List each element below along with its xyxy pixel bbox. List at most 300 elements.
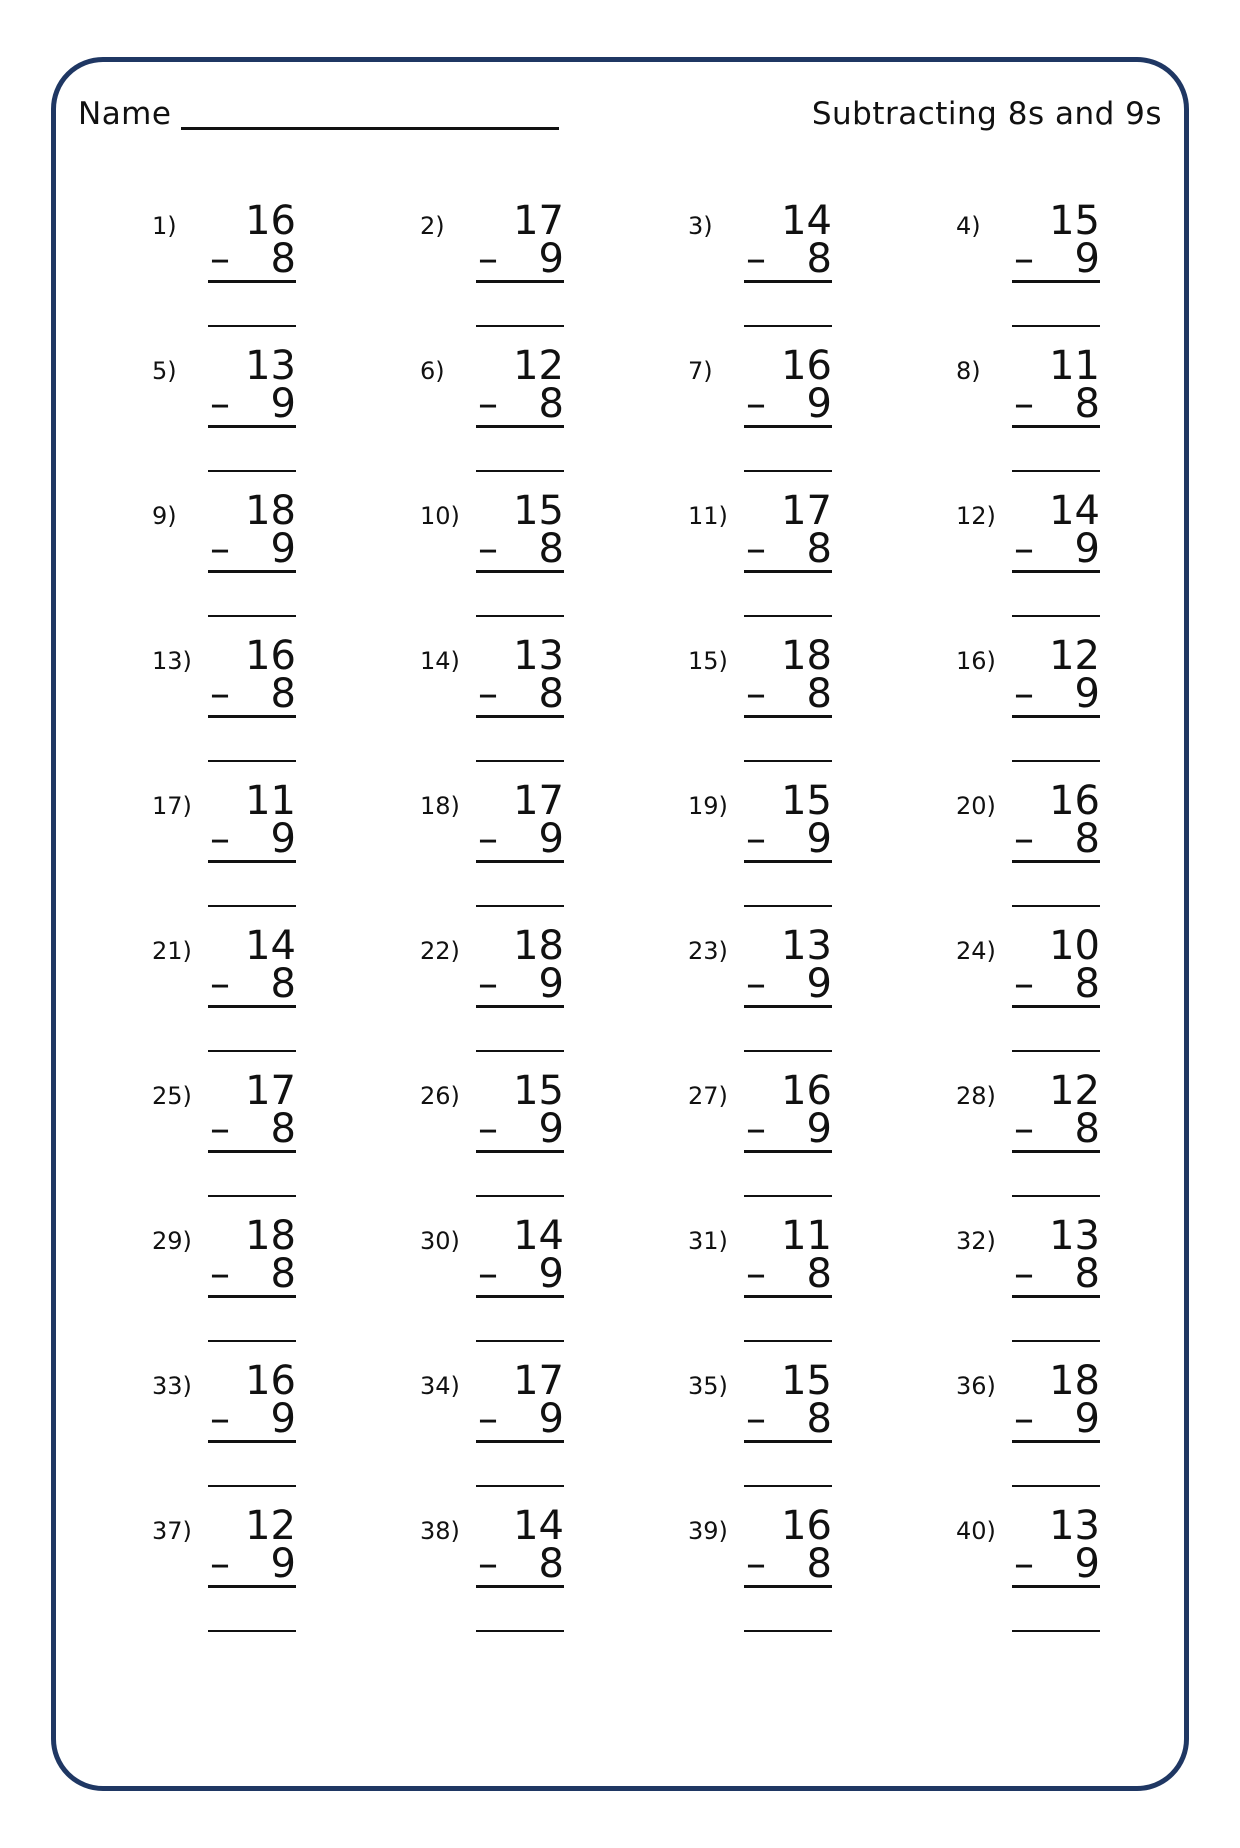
problem-stack [744,1503,832,1632]
subtrahend: 8 [1074,816,1100,862]
minuend: 17 [513,1358,564,1404]
subtrahend-row [1012,1106,1100,1153]
answer-line[interactable] [1012,1050,1100,1052]
subtrahend-row [744,526,832,573]
answer-line[interactable] [1012,760,1100,762]
subtrahend: 9 [270,381,296,427]
answer-line[interactable] [744,1485,832,1487]
name-field [78,96,559,132]
problem-39 [688,1503,956,1652]
subtrahend-row [476,1251,564,1298]
problem-stack [208,488,296,617]
problem-number: 8) [956,357,981,385]
subtrahend-row [744,236,832,283]
problem-12 [956,488,1224,637]
problem-number: 21) [152,937,192,965]
name-label: Name [78,96,172,132]
subtrahend-row [744,816,832,863]
problem-number: 37) [152,1517,192,1545]
subtrahend-row [744,1251,832,1298]
problem-stack [744,923,832,1052]
minus-sign: – [210,1541,230,1587]
subtrahend-row [476,671,564,718]
problem-number: 17) [152,792,192,820]
problem-number: 22) [420,937,460,965]
subtrahend: 8 [538,381,564,427]
minuend: 15 [781,778,832,824]
subtrahend-row [1012,671,1100,718]
subtrahend: 9 [1074,671,1100,717]
worksheet-border [51,57,1189,1791]
answer-line[interactable] [476,470,564,472]
problem-36 [956,1358,1224,1507]
problem-28 [956,1068,1224,1217]
problem-stack [744,198,832,327]
subtrahend: 8 [270,236,296,282]
minuend: 12 [1049,1068,1100,1114]
problem-stack [744,633,832,762]
answer-line[interactable] [744,470,832,472]
minus-sign: – [478,1396,498,1442]
subtrahend: 8 [270,671,296,717]
problem-stack [744,488,832,617]
minus-sign: – [1014,961,1034,1007]
minus-sign: – [746,816,766,862]
problem-stack [476,633,564,762]
answer-line[interactable] [744,1630,832,1632]
subtrahend-row [208,381,296,428]
subtrahend: 9 [1074,1396,1100,1442]
problem-27 [688,1068,956,1217]
minus-sign: – [1014,1251,1034,1297]
minus-sign: – [478,1106,498,1152]
answer-line[interactable] [208,470,296,472]
problem-stack [476,198,564,327]
problem-number: 38) [420,1517,460,1545]
subtrahend-row [1012,526,1100,573]
problem-number: 20) [956,792,996,820]
answer-line[interactable] [208,1195,296,1197]
answer-line[interactable] [744,325,832,327]
answer-line[interactable] [476,615,564,617]
problem-number: 33) [152,1372,192,1400]
minuend: 18 [1049,1358,1100,1404]
subtrahend-row [1012,1251,1100,1298]
subtrahend-row [476,526,564,573]
problem-stack [476,778,564,907]
minuend: 14 [245,923,296,969]
minuend: 13 [245,343,296,389]
subtrahend: 8 [538,1541,564,1587]
problem-1 [152,198,420,347]
problem-number: 15) [688,647,728,675]
answer-line[interactable] [208,1340,296,1342]
answer-line[interactable] [1012,1195,1100,1197]
subtrahend-row [744,1541,832,1588]
problem-number: 23) [688,937,728,965]
subtrahend-row [208,1106,296,1153]
minus-sign: – [1014,816,1034,862]
answer-line[interactable] [1012,325,1100,327]
answer-line[interactable] [744,1195,832,1197]
minuend: 17 [781,488,832,534]
minuend: 16 [781,343,832,389]
answer-line[interactable] [744,905,832,907]
problem-stack [744,1068,832,1197]
minus-sign: – [210,1251,230,1297]
problem-stack [208,923,296,1052]
problem-2 [420,198,688,347]
minuend: 18 [513,923,564,969]
minus-sign: – [746,1106,766,1152]
subtrahend-row [208,1396,296,1443]
minuend: 14 [1049,488,1100,534]
answer-line[interactable] [476,1340,564,1342]
problem-3 [688,198,956,347]
answer-line[interactable] [1012,1340,1100,1342]
subtrahend: 9 [538,961,564,1007]
problem-stack [744,343,832,472]
minus-sign: – [746,381,766,427]
problem-number: 12) [956,502,996,530]
subtrahend-row [208,961,296,1008]
problem-number: 2) [420,212,445,240]
problem-stack [208,1358,296,1487]
problem-stack [744,778,832,907]
problem-number: 24) [956,937,996,965]
answer-line[interactable] [476,905,564,907]
minuend: 16 [245,633,296,679]
minuend: 13 [1049,1503,1100,1549]
minuend: 18 [245,1213,296,1259]
answer-line[interactable] [744,615,832,617]
minuend: 17 [513,198,564,244]
problem-stack [476,488,564,617]
problem-number: 30) [420,1227,460,1255]
problem-number: 3) [688,212,713,240]
subtrahend: 8 [806,236,832,282]
problem-13 [152,633,420,782]
problem-number: 40) [956,1517,996,1545]
subtrahend: 9 [1074,236,1100,282]
minus-sign: – [210,236,230,282]
problem-number: 26) [420,1082,460,1110]
minus-sign: – [746,1541,766,1587]
minuend: 12 [513,343,564,389]
answer-line[interactable] [208,905,296,907]
minus-sign: – [746,526,766,572]
minus-sign: – [1014,236,1034,282]
answer-line[interactable] [1012,1630,1100,1632]
subtrahend-row [1012,816,1100,863]
subtrahend: 9 [806,381,832,427]
subtrahend: 9 [270,816,296,862]
subtrahend: 8 [538,526,564,572]
answer-line[interactable] [208,1630,296,1632]
problem-stack [208,1213,296,1342]
minuend: 11 [245,778,296,824]
problem-23 [688,923,956,1072]
problem-stack [476,1358,564,1487]
minus-sign: – [210,526,230,572]
problem-stack [1012,198,1100,327]
subtrahend-row [208,671,296,718]
minus-sign: – [1014,526,1034,572]
problem-15 [688,633,956,782]
problem-number: 29) [152,1227,192,1255]
problem-number: 18) [420,792,460,820]
problem-number: 25) [152,1082,192,1110]
minus-sign: – [478,961,498,1007]
problem-stack [1012,633,1100,762]
minus-sign: – [746,1251,766,1297]
minuend: 17 [245,1068,296,1114]
answer-line[interactable] [476,1195,564,1197]
problem-number: 9) [152,502,177,530]
problem-22 [420,923,688,1072]
problem-30 [420,1213,688,1362]
minuend: 16 [245,1358,296,1404]
subtrahend: 9 [270,526,296,572]
minuend: 11 [781,1213,832,1259]
minuend: 14 [513,1213,564,1259]
problem-grid [152,198,1152,1652]
subtrahend: 9 [270,1541,296,1587]
problem-21 [152,923,420,1072]
subtrahend: 8 [538,671,564,717]
problem-16 [956,633,1224,782]
minuend: 14 [781,198,832,244]
problem-stack [476,1068,564,1197]
problem-stack [208,343,296,472]
answer-line[interactable] [208,760,296,762]
subtrahend-row [1012,1541,1100,1588]
subtrahend: 9 [538,236,564,282]
minus-sign: – [210,671,230,717]
minuend: 17 [513,778,564,824]
problem-40 [956,1503,1224,1652]
minus-sign: – [1014,1541,1034,1587]
problem-19 [688,778,956,927]
subtrahend-row [476,1541,564,1588]
problem-24 [956,923,1224,1072]
problem-stack [1012,1358,1100,1487]
subtrahend-row [208,1251,296,1298]
problem-8 [956,343,1224,492]
problem-stack [1012,1213,1100,1342]
problem-number: 4) [956,212,981,240]
minus-sign: – [478,1251,498,1297]
subtrahend: 9 [1074,526,1100,572]
minuend: 15 [781,1358,832,1404]
subtrahend: 8 [806,526,832,572]
problem-number: 19) [688,792,728,820]
problem-29 [152,1213,420,1362]
problem-stack [744,1358,832,1487]
worksheet-title: Subtracting 8s and 9s [811,96,1162,132]
answer-line[interactable] [476,325,564,327]
problem-14 [420,633,688,782]
problem-37 [152,1503,420,1652]
subtrahend-row [744,381,832,428]
minus-sign: – [746,961,766,1007]
minuend: 15 [513,1068,564,1114]
problem-5 [152,343,420,492]
problem-33 [152,1358,420,1507]
minuend: 16 [245,198,296,244]
problem-stack [1012,488,1100,617]
minus-sign: – [478,1541,498,1587]
subtrahend-row [208,816,296,863]
answer-line[interactable] [744,760,832,762]
answer-line[interactable] [1012,1485,1100,1487]
subtrahend: 9 [270,1396,296,1442]
subtrahend-row [744,1396,832,1443]
minus-sign: – [746,1396,766,1442]
problem-stack [1012,1503,1100,1632]
problem-6 [420,343,688,492]
minuend: 12 [1049,633,1100,679]
problem-35 [688,1358,956,1507]
minuend: 12 [245,1503,296,1549]
name-blank-line[interactable] [181,127,559,130]
subtrahend-row [744,1106,832,1153]
minus-sign: – [1014,1106,1034,1152]
problem-20 [956,778,1224,927]
minuend: 18 [245,488,296,534]
problem-stack [1012,923,1100,1052]
answer-line[interactable] [744,1050,832,1052]
problem-number: 14) [420,647,460,675]
subtrahend: 8 [806,1541,832,1587]
problem-stack [1012,343,1100,472]
subtrahend-row [476,816,564,863]
problem-stack [208,778,296,907]
subtrahend-row [476,961,564,1008]
subtrahend: 9 [538,1396,564,1442]
answer-line[interactable] [476,1485,564,1487]
problem-number: 10) [420,502,460,530]
minus-sign: – [1014,1396,1034,1442]
minus-sign: – [1014,671,1034,717]
subtrahend: 9 [538,816,564,862]
subtrahend-row [744,961,832,1008]
answer-line[interactable] [476,760,564,762]
subtrahend-row [208,236,296,283]
answer-line[interactable] [208,325,296,327]
minus-sign: – [210,1106,230,1152]
answer-line[interactable] [476,1050,564,1052]
subtrahend-row [1012,961,1100,1008]
subtrahend-row [208,526,296,573]
subtrahend-row [1012,1396,1100,1443]
minus-sign: – [478,236,498,282]
answer-line[interactable] [1012,905,1100,907]
minus-sign: – [210,816,230,862]
minus-sign: – [210,381,230,427]
minuend: 11 [1049,343,1100,389]
problem-number: 1) [152,212,177,240]
problem-stack [208,633,296,762]
subtrahend: 9 [806,961,832,1007]
problem-number: 34) [420,1372,460,1400]
subtrahend: 9 [538,1251,564,1297]
problem-18 [420,778,688,927]
problem-stack [476,1503,564,1632]
minus-sign: – [1014,381,1034,427]
problem-number: 35) [688,1372,728,1400]
subtrahend: 9 [806,1106,832,1152]
problem-number: 31) [688,1227,728,1255]
minuend: 18 [781,633,832,679]
problem-stack [1012,1068,1100,1197]
answer-line[interactable] [208,615,296,617]
problem-number: 39) [688,1517,728,1545]
subtrahend-row [476,236,564,283]
problem-17 [152,778,420,927]
problem-4 [956,198,1224,347]
subtrahend-row [476,1106,564,1153]
answer-line[interactable] [476,1630,564,1632]
problem-number: 27) [688,1082,728,1110]
minuend: 16 [1049,778,1100,824]
problem-stack [744,1213,832,1342]
subtrahend: 8 [806,1396,832,1442]
minus-sign: – [210,961,230,1007]
subtrahend: 8 [1074,961,1100,1007]
subtrahend: 8 [1074,381,1100,427]
subtrahend-row [744,671,832,718]
problem-number: 11) [688,502,728,530]
subtrahend: 8 [1074,1251,1100,1297]
problem-stack [476,923,564,1052]
minus-sign: – [210,1396,230,1442]
answer-line[interactable] [1012,615,1100,617]
problem-number: 13) [152,647,192,675]
subtrahend-row [476,1396,564,1443]
problem-25 [152,1068,420,1217]
answer-line[interactable] [208,1485,296,1487]
subtrahend: 8 [270,1106,296,1152]
minuend: 15 [1049,198,1100,244]
problem-stack [208,1503,296,1632]
subtrahend: 8 [806,671,832,717]
problem-stack [476,343,564,472]
subtrahend: 8 [270,961,296,1007]
problem-7 [688,343,956,492]
minuend: 10 [1049,923,1100,969]
minus-sign: – [746,236,766,282]
problem-11 [688,488,956,637]
minus-sign: – [478,526,498,572]
subtrahend: 8 [806,1251,832,1297]
minuend: 13 [781,923,832,969]
subtrahend: 9 [1074,1541,1100,1587]
answer-line[interactable] [208,1050,296,1052]
problem-31 [688,1213,956,1362]
problem-26 [420,1068,688,1217]
problem-number: 6) [420,357,445,385]
problem-34 [420,1358,688,1507]
subtrahend-row [1012,381,1100,428]
minus-sign: – [746,671,766,717]
minuend: 13 [513,633,564,679]
answer-line[interactable] [1012,470,1100,472]
problem-number: 16) [956,647,996,675]
problem-number: 7) [688,357,713,385]
problem-stack [208,198,296,327]
answer-line[interactable] [744,1340,832,1342]
